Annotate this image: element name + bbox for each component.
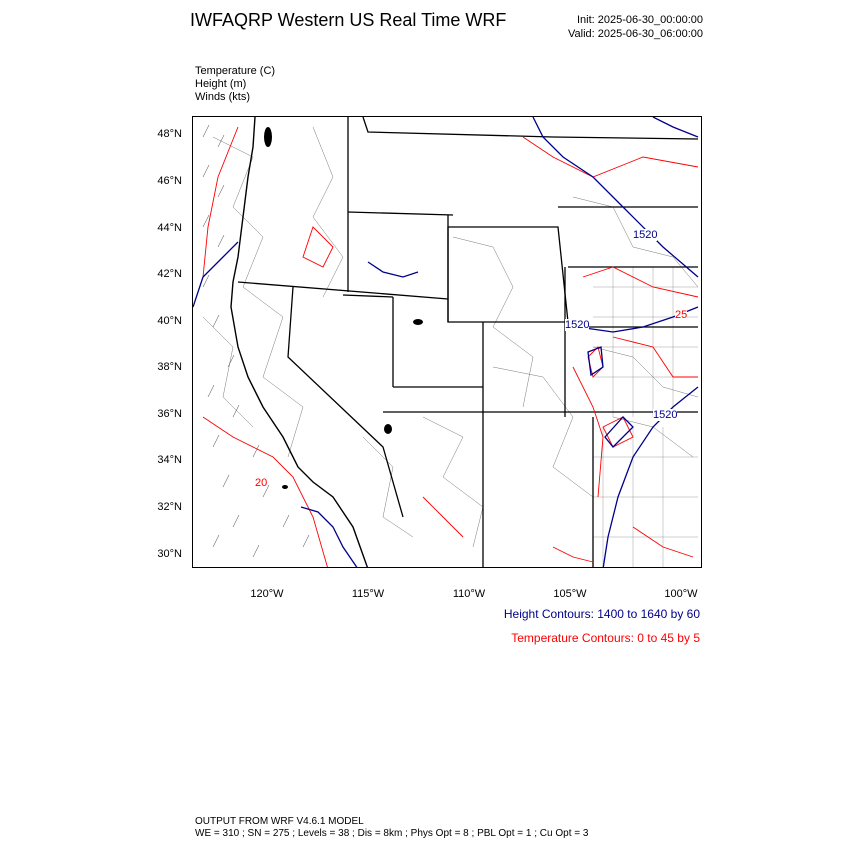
height-contours [193, 117, 698, 568]
valid-time: Valid: 2025-06-30_06:00:00 [568, 28, 703, 40]
lon-label: 100°W [664, 588, 698, 600]
height-contour-label: 1520 [653, 409, 678, 421]
lat-label: 46°N [157, 175, 182, 187]
lon-label: 105°W [553, 588, 587, 600]
field-winds: Winds (kts) [195, 91, 250, 103]
lon-label: 120°W [250, 588, 284, 600]
height-contour-label: 1520 [633, 229, 658, 241]
chart-title: IWFAQRP Western US Real Time WRF [190, 10, 507, 30]
height-contour-label: 1520 [565, 319, 590, 331]
temperature-contour-label: 20 [255, 477, 268, 489]
temperature-contour-label: 25 [675, 309, 688, 321]
model-config: WE = 310 ; SN = 275 ; Levels = 38 ; Dis = 8km ; Phys Opt = 8 ; PBL Opt = 1 ; Cu Opt = 3 [195, 828, 589, 839]
lon-label: 115°W [351, 588, 385, 600]
wind-barbs [203, 125, 309, 557]
map-canvas [193, 117, 702, 568]
lat-label: 42°N [157, 268, 182, 280]
lat-label: 32°N [157, 501, 182, 513]
height-legend: Height Contours: 1400 to 1640 by 60 [503, 607, 700, 621]
state-boundaries [238, 117, 698, 567]
lat-label: 40°N [157, 315, 182, 327]
field-temperature: Temperature (C) [195, 65, 276, 77]
lat-label: 34°N [157, 454, 182, 466]
temperature-contours [203, 127, 698, 568]
lat-label: 48°N [157, 128, 182, 140]
lat-label: 30°N [157, 548, 182, 560]
lon-label: 110°W [452, 588, 486, 600]
model-footer: OUTPUT FROM WRF V4.6.1 MODEL [195, 816, 364, 827]
lat-label: 44°N [157, 222, 182, 234]
county-lines [203, 127, 698, 547]
map-panel [192, 116, 702, 568]
field-height: Height (m) [195, 78, 247, 90]
temperature-legend: Temperature Contours: 0 to 45 by 5 [511, 631, 700, 645]
lakes [264, 127, 423, 489]
lat-label: 36°N [157, 408, 182, 420]
init-time: Init: 2025-06-30_00:00:00 [577, 14, 703, 26]
lat-label: 38°N [157, 361, 182, 373]
